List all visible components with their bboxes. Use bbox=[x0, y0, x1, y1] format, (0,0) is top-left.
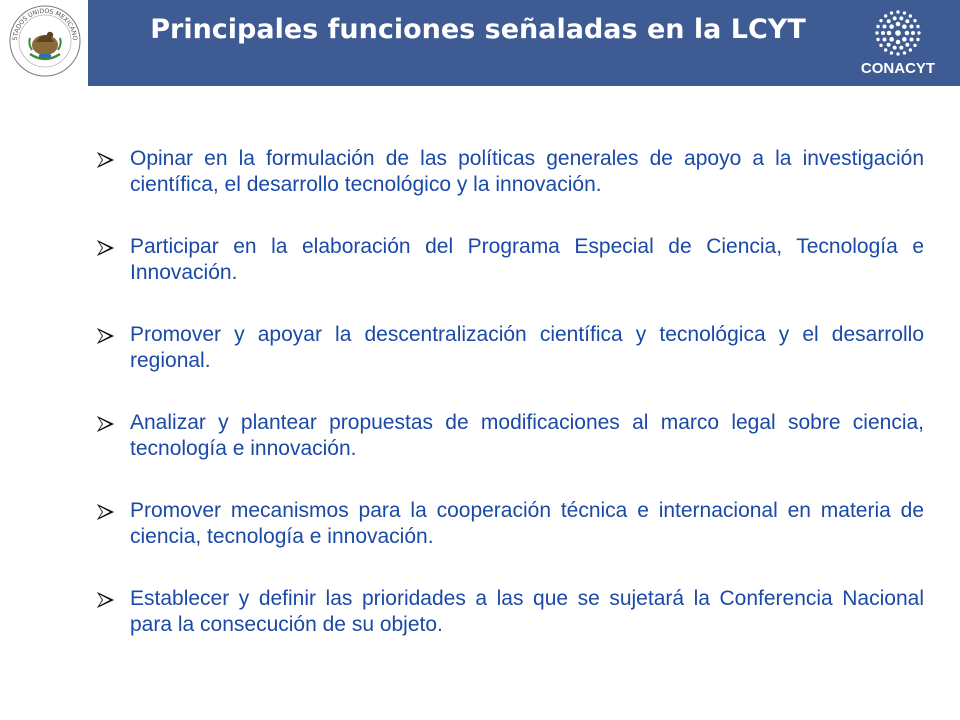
bullet-item bbox=[96, 146, 924, 234]
arrowhead-bullet-icon bbox=[96, 239, 116, 257]
bullet-item bbox=[96, 322, 924, 410]
page-title: Principales funciones señaladas en la LCYT bbox=[150, 14, 806, 45]
bullet-item bbox=[96, 410, 924, 498]
arrowhead-bullet-icon bbox=[96, 415, 116, 433]
bullet-text: Promover y apoyar la descentralización científica y tecnológica y el desarrollo regional. bbox=[130, 323, 924, 372]
conacyt-dots-logo-icon bbox=[848, 6, 948, 60]
arrowhead-bullet-icon bbox=[96, 591, 116, 609]
bullet-text: Promover mecanismos para la cooperación técnica e internacional en materia de ciencia, tecnología e innovación. bbox=[130, 499, 924, 548]
bullet-item bbox=[96, 586, 924, 674]
logo-wordmark: CONACYT bbox=[860, 60, 936, 77]
bullet-text: Establecer y definir las prioridades a las que se sujetará la Conferencia Nacional para la consecución de su objeto. bbox=[130, 587, 924, 636]
arrowhead-bullet-icon bbox=[96, 151, 116, 169]
bullet-text: Participar en la elaboración del Programa Especial de Ciencia, Tecnología e Innovación. bbox=[130, 235, 924, 284]
seal-text: STADOS UNIDOS MEXICANO bbox=[11, 7, 79, 41]
arrowhead-bullet-icon bbox=[96, 327, 116, 345]
bullet-list bbox=[96, 146, 924, 674]
conacyt-logo bbox=[848, 6, 948, 80]
bullet-item bbox=[96, 498, 924, 586]
bullet-text: Opinar en la formulación de las políticas generales de apoyo a la investigación científica, el desarrollo tecnológico y la innovación. bbox=[130, 147, 924, 196]
bullet-text: Analizar y plantear propuestas de modificaciones al marco legal sobre ciencia, tecnología e innovación. bbox=[130, 411, 924, 460]
mexican-coat-of-arms-seal-icon bbox=[8, 4, 82, 78]
arrowhead-bullet-icon bbox=[96, 503, 116, 521]
bullet-item bbox=[96, 234, 924, 322]
